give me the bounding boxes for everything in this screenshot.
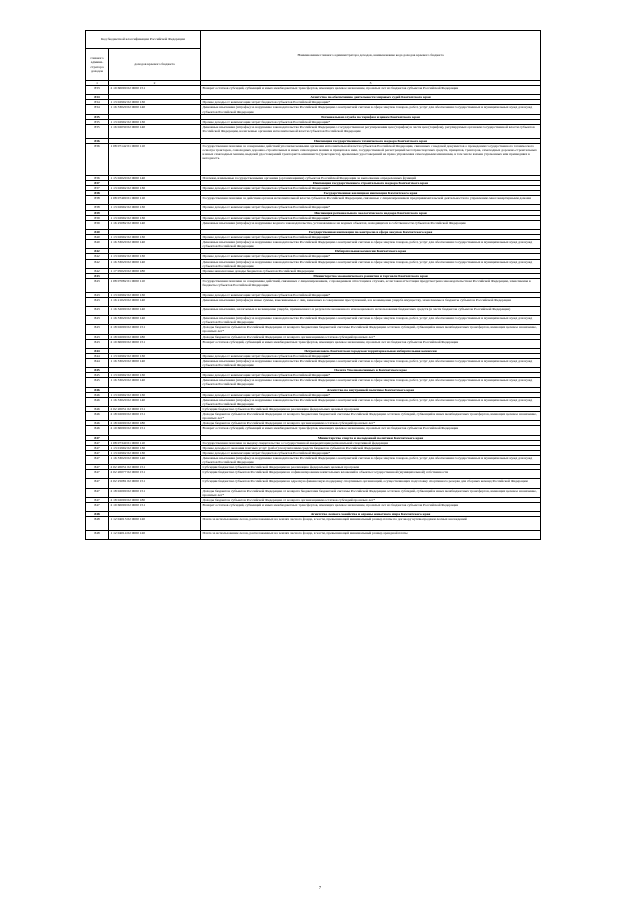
income-code: 2 02 20051 02 0000 151 [109,406,201,411]
admin-code: 835 [86,119,109,124]
admin-code: 846 [86,406,109,411]
income-name: Прочие доходы от компенсации затрат бюджетов субъектов Российской Федерации* [201,205,541,210]
income-code: 1 13 02992 02 0000 130 [109,392,201,397]
table-row [86,86,541,95]
table-body [86,86,541,540]
admin-code: 834 [86,95,109,100]
income-code: 1 13 02992 02 0000 130 [109,235,201,240]
table-row [86,455,541,464]
income-name: Прочие доходы от компенсации затрат бюджетов субъектов Российской Федерации* [201,100,541,105]
administrator-name: Инспекция государственного технического надзора Камчатского края [201,138,541,143]
header-col-admin: главного админи-стратора доходов [86,49,109,81]
income-name: Субсидии бюджетам субъектов Российской Федерации на софинансирование капитальных вложений в объекты государственной (муниципальной) собственности [201,470,541,479]
table-row [86,325,541,334]
admin-code: 847 [86,479,109,488]
income-code: 1 13 02992 02 0000 130 [109,119,201,124]
income-name: Денежные взыскания (штрафы) и иные суммы, взыскиваемые с лиц, виновных в совершении преступлений, и в возмещение ущерба имуществу, зачисляемые в бюджеты субъектов Российской Федерации [201,297,541,306]
admin-code: 840 [86,229,109,234]
header-num-3: 3 [201,81,541,86]
admin-code: 833 [86,86,109,95]
income-name: Денежные взыскания (штрафы) за нарушение законодательства Российской Федерации о контрактной системе в сфере закупок товаров, работ, услуг для обеспечения государственных и муниципальных нужд для нужд субъектов Российской Федерации [201,259,541,268]
income-code: 1 13 02992 02 0000 130 [109,215,201,220]
income-name: Денежные взыскания (штрафы) за нарушение законодательства Российской Федерации о контрактной системе в сфере закупок товаров, работ, услуг для обеспечения государственных и муниципальных нужд для нужд субъектов Российской Федерации [201,397,541,406]
income-name: Доходы бюджетов субъектов Российской Федерации от возврата бюджетами бюджетной системы Российской Федерации остатков субсидий, субвенций и иных межбюджетных трансфертов, имеющих целевое назначение, прошлых лет* [201,325,541,334]
admin-code: 835 [86,114,109,119]
income-name: Денежные взыскания (штрафы) за нарушение законодательства Российской Федерации о контрактной системе в сфере закупок товаров, работ, услуг для обеспечения государственных и муниципальных нужд для нужд субъектов Российской Федерации [201,359,541,368]
admin-code: 838 [86,205,109,210]
administrator-name: Министерство экономического развития и торговли Камчатского края [201,273,541,278]
admin-code: 840 [86,235,109,240]
income-code: 2 02 20077 02 0000 151 [109,470,201,479]
income-name: Прочие доходы от компенсации затрат бюджетов субъектов Российской Федерации* [201,450,541,455]
table-row [86,316,541,325]
income-code: 1 12 04014 02 0000 120 [109,530,201,539]
budget-classification-table [85,30,541,540]
income-code: 1 13 02992 02 0000 130 [109,254,201,259]
admin-code: 843 [86,339,109,348]
income-code: 1 13 02992 02 0000 130 [109,205,201,210]
admin-code: 843 [86,278,109,292]
administrator-name: Агентство по обеспечению деятельности мировых судей Камчатского края [201,95,541,100]
income-name: Возврат остатков субсидий, субвенций и иных межбюджетных трансфертов, имеющих целевое назначение, прошлых лет из бюджетов субъектов Российской Федерации [201,339,541,348]
income-name: Доходы бюджетов субъектов Российской Федерации от возврата организациями остатков субсидий прошлых лет* [201,497,541,502]
income-name: Денежные взыскания, налагаемые в возмещение ущерба, причиненного в результате незаконного или нецелевого использования бюджетных средств (в части бюджетов субъектов Российской Федерации) [201,306,541,315]
income-name: Доходы бюджетов субъектов Российской Федерации от возврата организациями остатков субсидий прошлых лет* [201,334,541,339]
income-code: 1 13 02992 02 0000 130 [109,186,201,191]
income-name: Денежные взыскания (штрафы) за нарушение законодательства Российской Федерации о контрактной системе в сфере закупок товаров, работ, услуг для обеспечения государственных и муниципальных нужд для нужд субъектов Российской Федерации [201,316,541,325]
administrator-name: Агентство лесного хозяйства и охраны животного мира Камчатского края [201,512,541,517]
admin-code: 847 [86,445,109,450]
table-row [86,488,541,497]
admin-code: 847 [86,488,109,497]
income-code: 2 02 20051 02 0000 151 [109,465,201,470]
admin-code: 845 [86,378,109,387]
admin-code: 839 [86,220,109,229]
table-row [86,143,541,175]
income-name: Прочие доходы от компенсации затрат бюджетов субъектов Российской Федерации* [201,392,541,397]
table-row [86,297,541,306]
admin-code: 837 [86,186,109,191]
income-code: 1 08 07082 01 0000 110 [109,278,201,292]
administrator-name: Инспекция государственного строительного надзора Камчатского края [201,181,541,186]
income-name: Прочие доходы от компенсации затрат бюджетов субъектов Российской Федерации* [201,186,541,191]
admin-code: 847 [86,465,109,470]
income-name: Государственная пошлина за действия органов исполнительной власти субъектов Российской Федерации, связанные с лицензированием предпринимательской деятельности по управлению многоквартирными домами [201,196,541,205]
income-name: Прочие доходы от компенсации затрат бюджетов субъектов Российской Федерации* [201,373,541,378]
income-name: Возврат остатков субсидий, субвенций и иных межбюджетных трансфертов, имеющих целевое назначение, прошлых лет из бюджетов субъектов Российской Федерации [201,426,541,435]
income-code: 1 16 02030 02 0000 140 [109,124,201,138]
income-code: 2 18 02000 02 0000 180 [109,497,201,502]
administrator-name: Агентство по внутренней политике Камчатского края [201,387,541,392]
income-code: 1 16 33020 02 0000 140 [109,240,201,249]
income-name: Денежные взыскания (штрафы) за нарушение законодательства Российской Федерации о государственном регулировании цен (тарифов) в части цен (тарифов), регулируемых органами государственной власти субъектов Российской Федерации, налагаемые органами исполнительной власти субъектов Российской Федерации [201,124,541,138]
admin-code: 844 [86,359,109,368]
income-code: 2 19 60000 02 0000 151 [109,339,201,348]
header-col-name: Наименование главного администратора доходов, наименование кода доходов краевого бюджета [201,31,541,81]
admin-code: 846 [86,421,109,426]
admin-code: 842 [86,259,109,268]
income-code: 1 15 02020 02 0000 140 [109,175,201,180]
admin-code: 847 [86,440,109,445]
admin-code: 843 [86,316,109,325]
admin-code: 843 [86,292,109,297]
table-row [86,470,541,479]
admin-code: 839 [86,210,109,215]
income-name: Денежные взыскания (штрафы) за нарушение законодательства Российской Федерации о контрактной системе в сфере закупок товаров, работ, услуг для обеспечения государственных и муниципальных нужд для нужд субъектов Российской Федерации [201,105,541,114]
admin-code: 846 [86,392,109,397]
income-code: 1 17 05020 02 0000 180 [109,268,201,273]
table-row [86,196,541,205]
income-code: 2 19 60000 02 0000 151 [109,426,201,435]
income-name: Доходы бюджетов субъектов Российской Федерации от возврата бюджетами бюджетной системы Российской Федерации остатков субсидий, субвенций и иных межбюджетных трансфертов, имеющих целевое назначение, прошлых лет* [201,488,541,497]
header-num-2: 2 [109,81,201,86]
admin-code: 840 [86,240,109,249]
income-name: Прочие доходы от компенсации затрат бюджетов субъектов Российской Федерации* [201,254,541,259]
income-name: Денежные взыскания (штрафы) за нарушение законодательства Российской Федерации о контрактной системе в сфере закупок товаров, работ, услуг для обеспечения государственных и муниципальных нужд для нужд субъектов Российской Федерации [201,455,541,464]
table-row [86,530,541,539]
administrator-name: Государственная инспекция по контролю в сфере закупок Камчатского края [201,229,541,234]
income-name: Прочие доходы от компенсации затрат бюджетов субъектов Российской Федерации* [201,235,541,240]
income-name: Денежные взыскания (штрафы) за нарушение водного законодательства, установленное на водных объектах, находящихся в собственности субъектов Российской Федерации [201,220,541,229]
admin-code: 845 [86,368,109,373]
admin-code: 843 [86,306,109,315]
table-row [86,278,541,292]
administrator-name: Государственная жилищная инспекция Камчатского края [201,191,541,196]
admin-code: 845 [86,373,109,378]
table-row [86,220,541,229]
admin-code: 847 [86,497,109,502]
admin-code: 847 [86,502,109,511]
header-group-title: Код бюджетной классификации Российской Федерации [86,31,201,49]
income-name: Государственная пошлина за совершение действий, связанных с лицензированием, с проведением аттестации в случаях, если такая аттестация предусмотрена законодательством Российской Федерации, зачисляемая в бюджеты субъектов Российской Федерации [201,278,541,292]
admin-code: 848 [86,512,109,517]
admin-code: 842 [86,254,109,259]
admin-code: 846 [86,397,109,406]
administrator-name: Петропавловск-Камчатская городская территориальная избирательная комиссия [201,348,541,353]
income-code: 2 18 02000 02 0000 151 [109,325,201,334]
table-row [86,339,541,348]
admin-code: 837 [86,181,109,186]
table-row [86,359,541,368]
table-row [86,105,541,114]
income-code: 1 13 02992 02 0000 130 [109,373,201,378]
income-name: Государственная пошлина за совершение действий уполномоченными органами исполнительной власти субъектов Российской Федерации, связанных с выдачей документов о проведении государственного технического осмотра тракторов, самоходных дорожно-строительных и иных самоходных машин и прицепов к ним, государственной регистрацией мототранспортных средств, прицепов, тракторов, самоходных дорожно-строительных и иных самоходных машин, выдачей удостоверений тракториста-машиниста (тракториста), временных удостоверений на право управления самоходными машинами, в том числе взамен утраченных или пришедших в негодность [201,143,541,175]
admin-code: 842 [86,268,109,273]
income-code: 1 16 32000 02 0000 140 [109,306,201,315]
admin-code: 847 [86,435,109,440]
admin-code: 839 [86,215,109,220]
admin-code: 836 [86,143,109,175]
income-code: 2 19 60000 02 0000 151 [109,502,201,511]
income-name: Денежные взыскания (штрафы) за нарушение законодательства Российской Федерации о контрактной системе в сфере закупок товаров, работ, услуг для обеспечения государственных и муниципальных нужд для нужд субъектов Российской Федерации [201,378,541,387]
income-code: 1 16 33020 02 0000 140 [109,455,201,464]
income-name: Государственная пошлина за выдачу свидетельства о государственной аккредитации региональной спортивной федерации [201,440,541,445]
admin-code: 843 [86,273,109,278]
income-name: Прочие неналоговые доходы бюджетов субъектов Российской Федерации [201,268,541,273]
admin-code: 835 [86,124,109,138]
header-col-income: доходов краевого бюджета [109,49,201,81]
income-name: Субсидии бюджетам субъектов Российской Федерации на реализацию федеральных целевых программ [201,465,541,470]
income-code: 1 08 07400 01 0000 110 [109,196,201,205]
admin-code: 836 [86,175,109,180]
income-code: 1 13 02992 02 0000 130 [109,353,201,358]
table-row [86,397,541,406]
admin-code: 848 [86,517,109,531]
income-name: Прочие доходы от компенсации затрат бюджетов субъектов Российской Федерации* [201,292,541,297]
table-row [86,479,541,488]
income-code: 1 13 01992 02 0000 130 [109,445,201,450]
admin-code: 846 [86,426,109,435]
income-code: 2 18 02000 02 0000 180 [109,334,201,339]
income-name: Прочие доходы от компенсации затрат бюджетов субъектов Российской Федерации* [201,119,541,124]
table-row [86,378,541,387]
income-code: 1 16 33020 02 0000 140 [109,259,201,268]
income-code: 1 12 04013 02 0000 120 [109,517,201,531]
income-code: 1 16 33020 02 0000 140 [109,359,201,368]
income-name: Прочие доходы от компенсации затрат бюджетов субъектов Российской Федерации* [201,215,541,220]
page-number: 7 [318,885,322,890]
admin-code: 846 [86,412,109,421]
income-name: Доходы бюджетов субъектов Российской Федерации от возврата организациями остатков субсидий прошлых лет* [201,421,541,426]
table-row [86,517,541,531]
table-row [86,124,541,138]
income-code: 1 16 33020 02 0000 140 [109,378,201,387]
administrator-name: Избирательная комиссия Камчатского края [201,249,541,254]
admin-code: 836 [86,138,109,143]
income-code: 2 02 25081 02 0000 151 [109,479,201,488]
income-code: 1 16 21020 02 0000 140 [109,297,201,306]
income-code: 2 18 02000 02 0000 180 [109,421,201,426]
table-row [86,240,541,249]
income-code: 1 16 33020 02 0000 140 [109,316,201,325]
income-code: 2 19 60000 02 0000 151 [109,86,201,95]
income-code: 1 16 25082 02 0000 140 [109,220,201,229]
income-code: 1 13 02992 02 0000 130 [109,450,201,455]
admin-code: 846 [86,387,109,392]
income-code: 1 13 02992 02 0000 130 [109,100,201,105]
admin-code: 843 [86,297,109,306]
administrator-name: Министерство спорта и молодежной политики Камчатского края [201,435,541,440]
income-name: Плата за использование лесов, расположенных на землях лесного фонда, в части, превышающей минимальный размер платы по договору купли-продажи лесных насаждений [201,517,541,531]
income-name: Денежные взыскания (штрафы) за нарушение законодательства Российской Федерации о контрактной системе в сфере закупок товаров, работ, услуг для обеспечения государственных и муниципальных нужд для нужд субъектов Российской Федерации [201,240,541,249]
table-row [86,306,541,315]
admin-code: 834 [86,105,109,114]
income-name: Субсидии бюджетам субъектов Российской Федерации на реализацию федеральных целевых программ [201,406,541,411]
table-row [86,412,541,421]
income-code: 2 18 02000 02 0000 151 [109,412,201,421]
income-name: Плата за использование лесов, расположенных на землях лесного фонда, в части, превышающей минимальный размер арендной платы [201,530,541,539]
income-code: 2 18 02000 02 0000 151 [109,488,201,497]
admin-code: 842 [86,249,109,254]
admin-code: 844 [86,353,109,358]
admin-code: 838 [86,191,109,196]
income-code: 1 13 02992 02 0000 130 [109,292,201,297]
admin-code: 843 [86,325,109,334]
admin-code: 847 [86,470,109,479]
header-num-1: 1 [86,81,109,86]
admin-code: 834 [86,100,109,105]
admin-code: 843 [86,334,109,339]
income-name: Прочие доходы от компенсации затрат бюджетов субъектов Российской Федерации* [201,353,541,358]
administrator-name: Инспекция регионального экологического надзора Камчатского края [201,210,541,215]
admin-code: 844 [86,348,109,353]
income-name: Доходы бюджетов субъектов Российской Федерации от возврата бюджетами бюджетной системы Российской Федерации остатков субсидий, субвенций и иных межбюджетных трансфертов, имеющих целевое назначение, прошлых лет* [201,412,541,421]
budget-table-container [85,30,540,540]
income-code: 1 08 07142 01 0000 110 [109,143,201,175]
income-name: Возврат остатков субсидий, субвенций и иных межбюджетных трансфертов, имеющих целевое назначение, прошлых лет из бюджетов субъектов Российской Федерации [201,86,541,95]
table-row [86,259,541,268]
income-name: Возврат остатков субсидий, субвенций и иных межбюджетных трансфертов, имеющих целевое назначение, прошлых лет из бюджетов субъектов Российской Федерации [201,502,541,511]
income-code: 1 16 33020 02 0000 140 [109,397,201,406]
administrator-name: Региональная служба по тарифам и ценам Камчатского края [201,114,541,119]
income-code: 1 16 33020 02 0000 140 [109,105,201,114]
income-name: Платежи, взимаемые государственными органами (организациями) субъектов Российской Федерации за выполнение определенных функций [201,175,541,180]
income-code: 1 08 07340 01 0000 110 [109,440,201,445]
admin-code: 847 [86,455,109,464]
admin-code: 838 [86,196,109,205]
income-name: Прочие доходы от оказания платных услуг (работ) получателями средств бюджетов субъектов Российской Федерации [201,445,541,450]
table-row [86,502,541,511]
admin-code: 848 [86,530,109,539]
administrator-name: Палата Уполномоченных в Камчатском крае [201,368,541,373]
admin-code: 847 [86,450,109,455]
income-name: Субсидии бюджетам субъектов Российской Федерации на адресную финансовую поддержку спортивных организаций, осуществляющих подготовку спортивного резерва для сборных команд Российской Федерации [201,479,541,488]
table-row [86,426,541,435]
